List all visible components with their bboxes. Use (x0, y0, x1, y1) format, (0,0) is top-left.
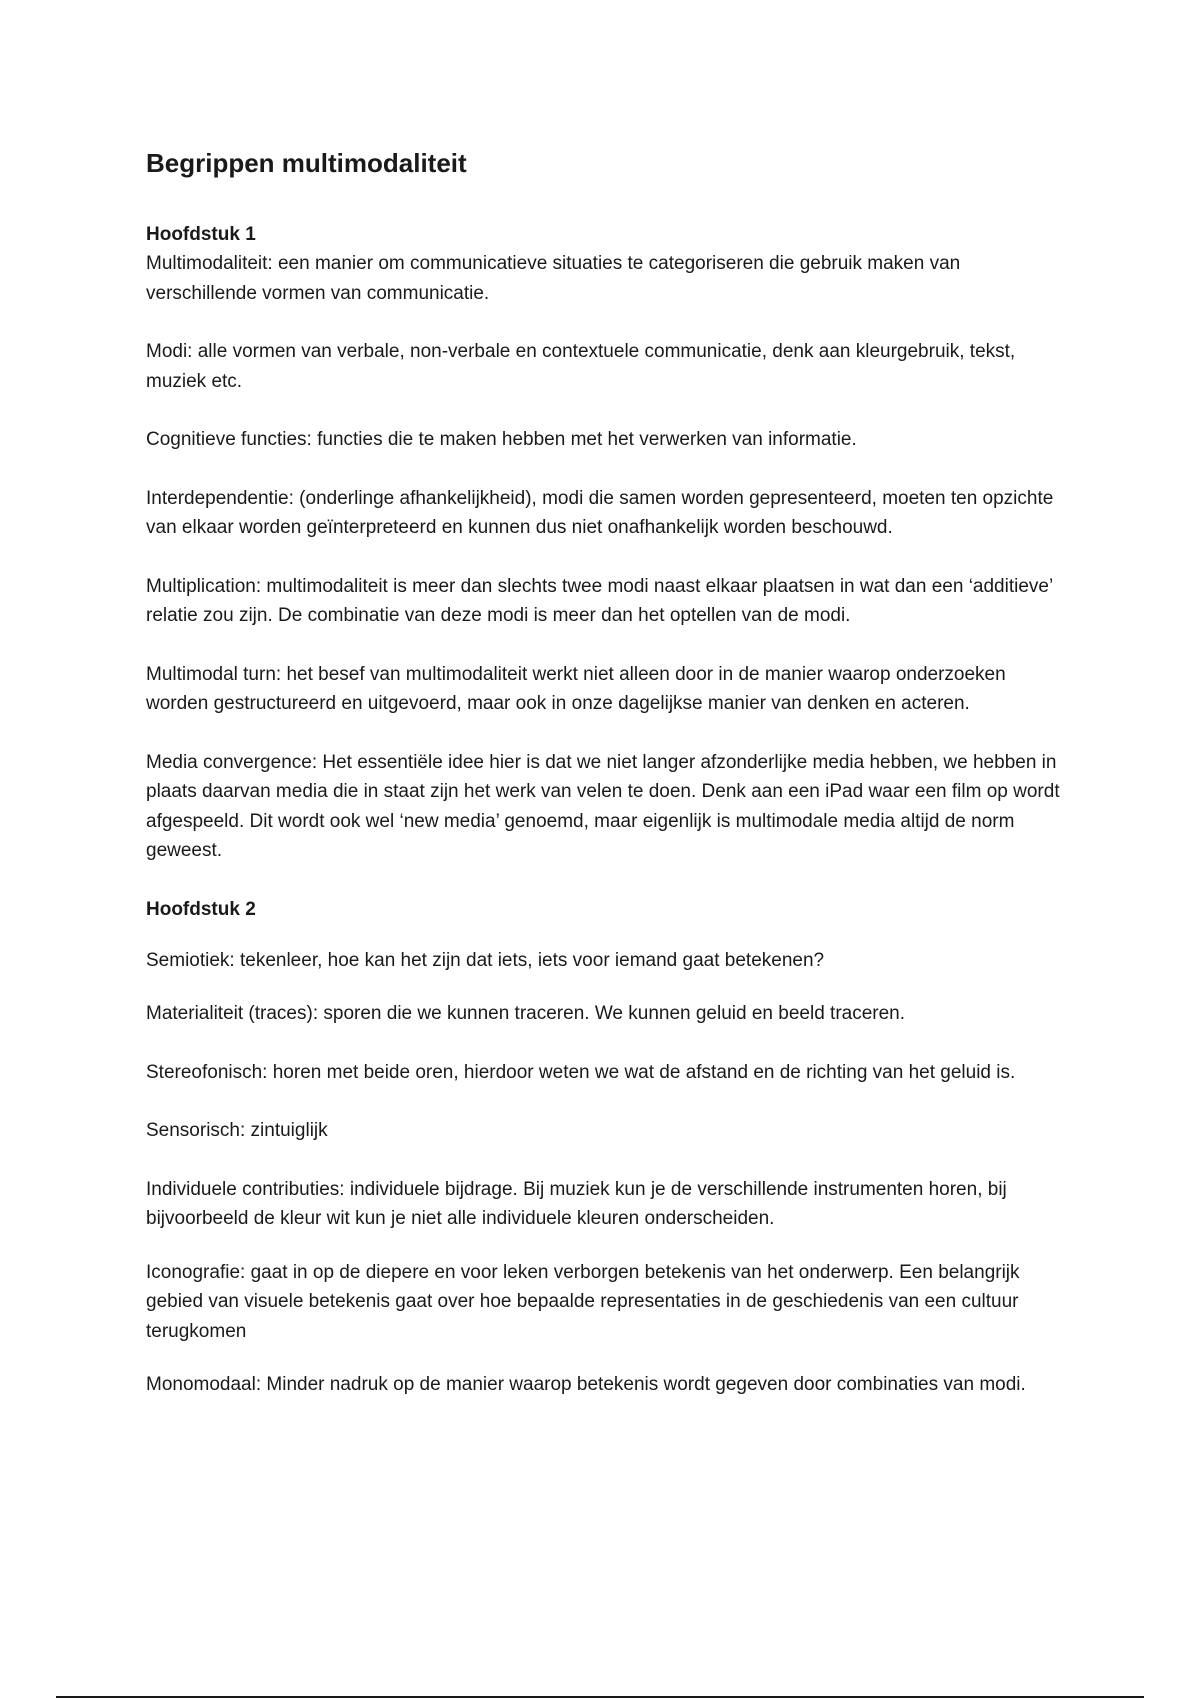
document-title: Begrippen multimodaliteit (146, 148, 467, 178)
definition-multimodal-turn: Multimodal turn: het besef van multimodaliteit werkt niet alleen door in de manier waarop onderzoeken worden gestructureerd en uitgevoerd, maar ook in onze dagelijkse manier van denken en acteren. (146, 663, 1006, 714)
definition-monomodaal: Monomodaal: Minder nadruk op de manier waarop betekenis wordt gegeven door combinaties van modi. (146, 1374, 1026, 1395)
definition-cognitieve-functies: Cognitieve functies: functies die te maken hebben met het verwerken van informatie. (146, 429, 857, 450)
definition-media-convergence: Media convergence: Het essentiële idee hier is dat we niet langer afzonderlijke media hebben, we hebben in plaats daarvan media die in staat zijn het werk van velen te doen. Denk aan een iPad waar een film op wordt afgespeeld. Dit wordt ook wel ‘new media’ genoemd, maar eigenlijk is multimodale media altijd de norm geweest. (146, 751, 1060, 861)
section-heading-hoofdstuk-1: Hoofdstuk 1 (146, 224, 256, 245)
page-bottom-divider (56, 1696, 1144, 1698)
definition-multiplication: Multiplication: multimodaliteit is meer dan slechts twee modi naast elkaar plaatsen in wat dan een ‘additieve’ relatie zou zijn. De combinatie van deze modi is meer dan het optellen van de modi. (146, 575, 1053, 626)
definition-iconografie: Iconografie: gaat in op de diepere en voor leken verborgen betekenis van het onderwerp. Een belangrijk gebied van visuele betekenis gaat over hoe bepaalde representaties in de geschiedenis van een cultuur terugkomen (146, 1261, 1020, 1342)
definition-semiotiek: Semiotiek: tekenleer, hoe kan het zijn dat iets, iets voor iemand gaat betekenen? (146, 949, 825, 971)
definition-materialiteit: Materialiteit (traces): sporen die we kunnen traceren. We kunnen geluid en beeld traceren. (146, 1003, 906, 1024)
definition-modi: Modi: alle vormen van verbale, non-verbale en contextuele communicatie, denk aan kleurgebruik, tekst, muziek etc. (146, 341, 1016, 392)
definition-individuele-contributies: Individuele contributies: individuele bijdrage. Bij muziek kun je de verschillende instrumenten horen, bij bijvoorbeeld de kleur wit kun je niet alle individuele kleuren onderscheiden. (146, 1178, 1007, 1229)
section-heading-hoofdstuk-2: Hoofdstuk 2 (146, 898, 256, 920)
definition-interdependentie: Interdependentie: (onderlinge afhankelijkheid), modi die samen worden gepresenteerd, moeten ten opzichte van elkaar worden geïnterpreteerd en kunnen dus niet onafhankelijk worden beschouwd. (146, 487, 1054, 538)
definition-stereofonisch: Stereofonisch: horen met beide oren, hierdoor weten we wat de afstand en de richting van het geluid is. (146, 1061, 1016, 1083)
definition-multimodaliteit: Multimodaliteit: een manier om communicatieve situaties te categoriseren die gebruik maken van verschillende vormen van communicatie. (146, 253, 961, 304)
definition-sensorisch: Sensorisch: zintuiglijk (146, 1120, 328, 1141)
document-page (146, 146, 1066, 1429)
